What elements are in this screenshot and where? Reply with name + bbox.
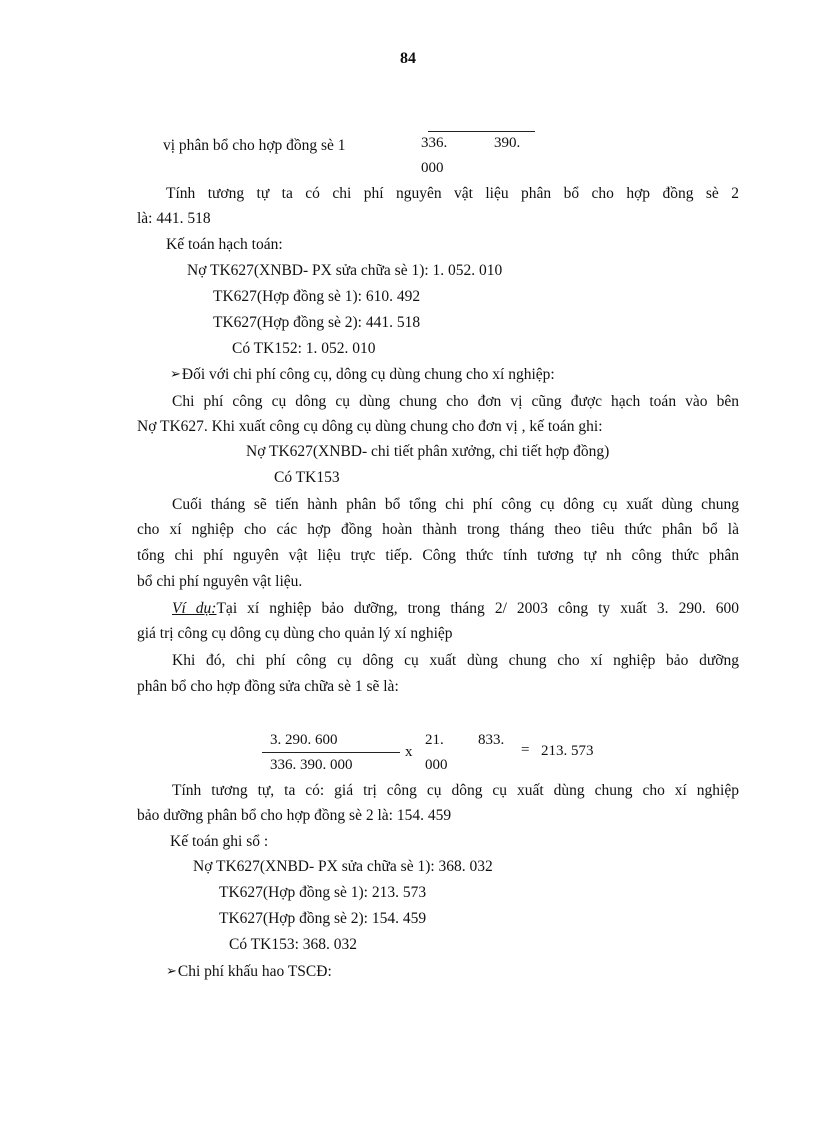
- example-line: [172, 599, 739, 619]
- denominator-part-1: 336.: [421, 135, 448, 151]
- example-text: Tại xí nghiệp bảo dưỡng, trong tháng 2/ 2003 công ty xuất 3. 290. 600: [216, 600, 739, 617]
- paragraph-line: Chi phí công cụ dông cụ dùng chung cho đơn vị cũng được hạch toán vào bên: [172, 393, 739, 410]
- entry-debit: Nợ TK627(XNBD- PX sửa chữa sè 1): 368. 032: [193, 858, 493, 875]
- entry-heading: Kế toán ghi sổ :: [170, 833, 269, 850]
- section-heading-tools: [170, 365, 555, 385]
- denominator-part-2: 390.: [494, 135, 521, 151]
- entry-sub-account: TK627(Hợp đồng sè 2): 154. 459: [219, 910, 427, 927]
- arrow-bullet-icon: ➢: [170, 366, 181, 381]
- paragraph-line: tổng chi phí nguyên vật liệu trực tiếp. Công thức tính tương tự nh công thức phân: [137, 547, 739, 564]
- entry-sub-account: TK627(Hợp đồng sè 1): 213. 573: [219, 884, 427, 901]
- arrow-bullet-icon: ➢: [166, 963, 177, 978]
- paragraph-line: bổ chi phí nguyên vật liệu.: [137, 573, 303, 590]
- formula-denominator: 336. 390. 000: [270, 757, 353, 773]
- allocation-label: vị phân bổ cho hợp đồng sè 1: [163, 137, 346, 154]
- paragraph-line: Tính tương tự ta có chi phí nguyên vật liệu phân bổ cho hợp đồng sè 2: [166, 185, 739, 202]
- entry-debit: Nợ TK627(XNBD- chi tiết phân xưởng, chi tiết hợp đồng): [246, 443, 610, 460]
- paragraph-line: Tính tương tự, ta có: giá trị công cụ dông cụ xuất dùng chung cho xí nghiệp: [172, 782, 739, 799]
- formula-multiplier-part-2: 833.: [478, 732, 505, 748]
- paragraph-line: là: 441. 518: [137, 210, 211, 227]
- paragraph-line: Cuối tháng sẽ tiến hành phân bổ tổng chi phí công cụ dông cụ xuất dùng chung: [172, 496, 739, 513]
- page-number: 84: [400, 50, 416, 67]
- paragraph-line: Nợ TK627. Khi xuất công cụ dông cụ dùng chung cho đơn vị , kế toán ghi:: [137, 418, 603, 435]
- formula-fraction-bar: [262, 752, 400, 753]
- section-heading-text: Chi phí khấu hao TSCĐ:: [177, 963, 332, 980]
- denominator-part-3: 000: [421, 160, 444, 176]
- entry-sub-account: TK627(Hợp đồng sè 2): 441. 518: [213, 314, 421, 331]
- formula-multiplier-part-1: 21.: [425, 732, 444, 748]
- entry-heading: Kế toán hạch toán:: [166, 236, 283, 253]
- paragraph-line: giá trị công cụ dông cụ dùng cho quản lý xí nghiệp: [137, 625, 453, 642]
- paragraph-line: cho xí nghiệp cho các hợp đồng hoàn thành trong tháng theo tiêu thức phân bổ là: [137, 521, 739, 538]
- paragraph-line: Khi đó, chi phí công cụ dông cụ xuất dùng chung cho xí nghiệp bảo dưỡng: [172, 652, 739, 669]
- fraction-bar-top: [428, 131, 535, 132]
- formula-multiplier-part-3: 000: [425, 757, 448, 773]
- paragraph-line: bảo dưỡng phân bổ cho hợp đồng sè 2 là: 154. 459: [137, 807, 452, 824]
- section-heading-text: Đối với chi phí công cụ, dông cụ dùng chung cho xí nghiệp:: [181, 366, 555, 383]
- entry-credit: Có TK153: 368. 032: [229, 936, 358, 953]
- formula-times-sign: x: [405, 744, 413, 760]
- entry-credit: Có TK153: [274, 469, 340, 486]
- entry-debit: Nợ TK627(XNBD- PX sửa chữa sè 1): 1. 052. 010: [187, 262, 503, 279]
- entry-credit: Có TK152: 1. 052. 010: [232, 340, 376, 357]
- paragraph-line: phân bổ cho hợp đồng sửa chữa sè 1 sẽ là:: [137, 678, 399, 695]
- section-heading-depreciation: [166, 962, 332, 982]
- example-label: Ví dụ:: [172, 600, 217, 617]
- formula-equals-sign: =: [521, 742, 530, 758]
- entry-sub-account: TK627(Hợp đồng sè 1): 610. 492: [213, 288, 421, 305]
- formula-numerator: 3. 290. 600: [270, 732, 338, 748]
- formula-result: 213. 573: [541, 743, 594, 759]
